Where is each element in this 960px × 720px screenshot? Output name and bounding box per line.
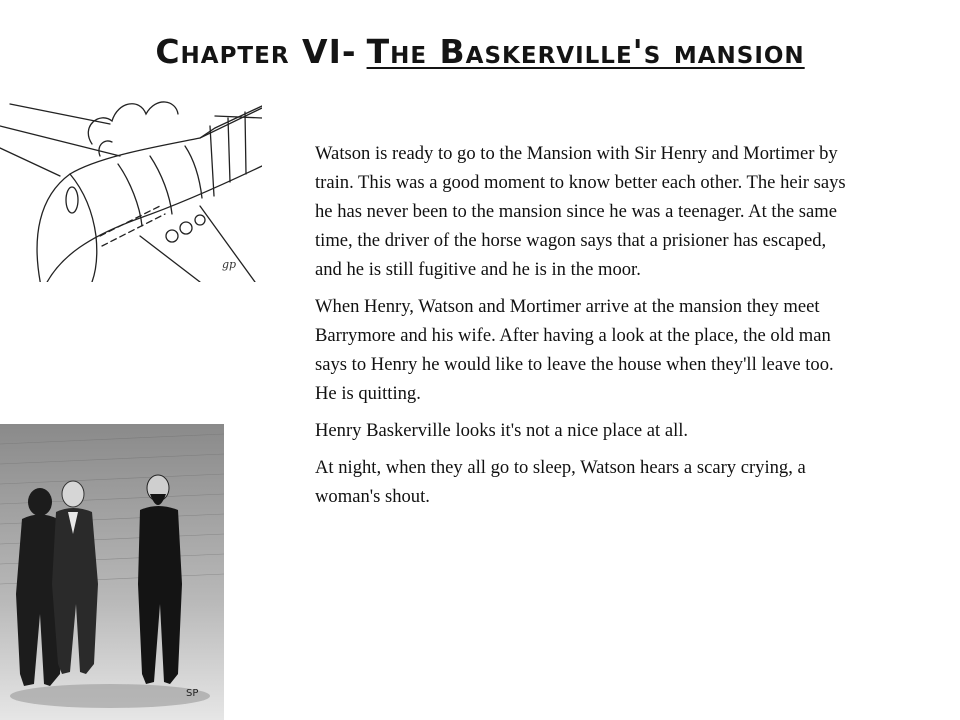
title-chapter: Chapter VI- <box>155 32 357 71</box>
paragraph-2: When Henry, Watson and Mortimer arrive at the mansion they meet Barrymore and his wife. After having a look at the place, the old man says to Henry he would like to leave the house when they'll leave too. He is quitting. <box>315 296 834 404</box>
men-signature: SP <box>186 688 199 699</box>
body-text <box>315 139 855 519</box>
title-subtitle: The Baskerville's mansion <box>366 32 805 71</box>
paragraph-1: Watson is ready to go to the Mansion with Sir Henry and Mortimer by train. This was a good moment to know better each other. The heir says he has never been to the mansion since he was a teenager. At the same time, the driver of the horse wagon says that a prisioner has escaped, and he is still fugitive and he is in the moor. <box>315 143 846 280</box>
train-illustration <box>0 86 262 282</box>
paragraph-3: Henry Baskerville looks it's not a nice place at all. <box>315 420 689 441</box>
paragraph-4: At night, when they all go to sleep, Watson hears a scary crying, a woman's shout. <box>315 457 806 507</box>
page-title <box>0 32 960 71</box>
men-illustration <box>0 424 224 720</box>
train-signature: gp <box>222 258 237 271</box>
